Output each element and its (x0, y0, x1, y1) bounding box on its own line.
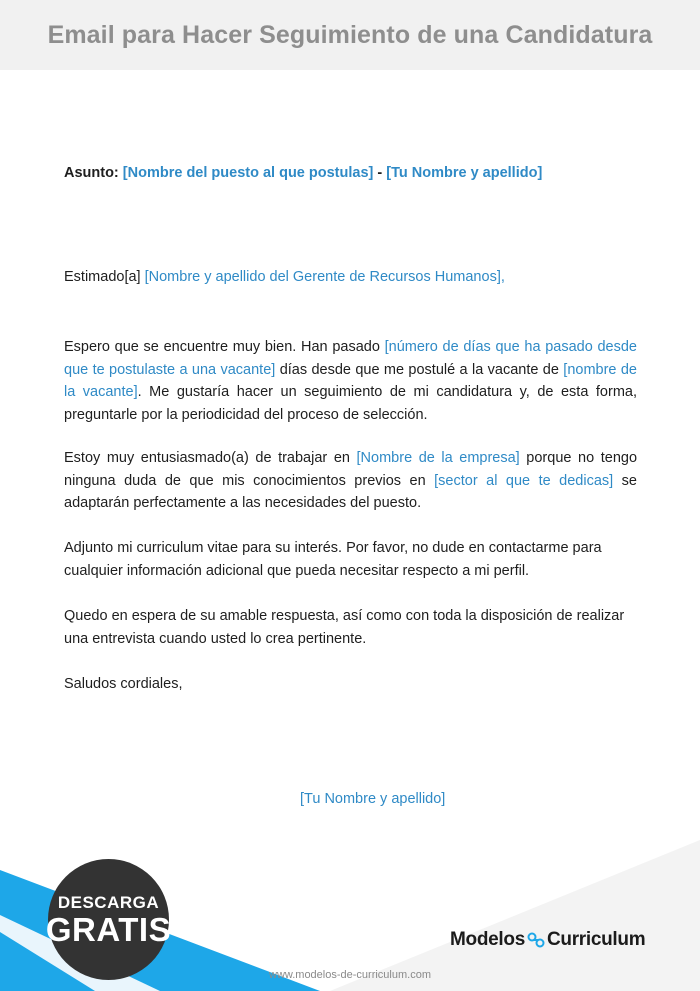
page-title: Email para Hacer Seguimiento de una Candidatura (47, 20, 653, 49)
brand-part-1: Modelos (450, 929, 525, 950)
header-band (0, 0, 700, 70)
p1-days-placeholder: [número de días que ha pasado desde que te postulaste a una vacante] (64, 339, 637, 378)
signature-placeholder: [Tu Nombre y apellido] (300, 791, 446, 807)
subject-job-placeholder: [Nombre del puesto al que postulas] (122, 165, 374, 181)
greeting-recipient-placeholder: [Nombre y apellido del Gerente de Recursos Humanos], (144, 269, 505, 285)
greeting-line (64, 266, 637, 289)
subject-line (64, 162, 637, 185)
p1-text-3: . Me gustaría hacer un seguimiento de mi candidatura y, de esta forma, preguntarle por la periodicidad del proceso de selección. (64, 384, 637, 423)
subject-label: Asunto: (64, 165, 119, 181)
brand-logo (450, 929, 645, 951)
p1-text-1: Espero que se encuentre muy bien. Han pasado (64, 339, 380, 355)
paragraph-2 (64, 447, 637, 515)
brand-part-2: Curriculum (546, 929, 646, 950)
brand-link-icon (526, 932, 546, 948)
paragraph-4: Quedo en espera de su amable respuesta, así como con toda la disposición de realizar una entrevista cuando usted lo crea pertinente. (64, 608, 625, 647)
badge-line-2: GRATIS (45, 910, 172, 948)
subject-separator: - (377, 165, 383, 181)
closing-line: Saludos cordiales, (64, 676, 183, 692)
subject-name-placeholder: [Tu Nombre y apellido] (386, 165, 543, 181)
paragraph-3: Adjunto mi curriculum vitae para su interés. Por favor, no dude en contactarme para cualquier información adicional que pueda necesitar respecto a mi perfil. (64, 540, 602, 579)
download-badge[interactable] (45, 859, 172, 980)
p2-sector-placeholder: [sector al que te dedicas] (434, 472, 614, 489)
badge-line-1: DESCARGA (57, 892, 160, 912)
p2-company-placeholder: [Nombre de la empresa] (356, 450, 520, 466)
footer-url[interactable]: www.modelos-de-curriculum.com (269, 969, 431, 981)
p1-text-2: días desde que me postulé a la vacante de (279, 361, 559, 378)
paragraph-1 (64, 336, 637, 426)
p2-text-2: porque no tengo ninguna duda de que mis conocimientos previos en (64, 450, 638, 489)
p2-text-3: se adaptarán perfectamente a las necesidades del puesto. (64, 472, 637, 511)
greeting-text: Estimado[a] (64, 269, 141, 285)
p2-text-1: Estoy muy entusiasmado(a) de trabajar en (64, 450, 350, 466)
p1-vacancy-placeholder: [nombre de la vacante] (64, 361, 637, 400)
